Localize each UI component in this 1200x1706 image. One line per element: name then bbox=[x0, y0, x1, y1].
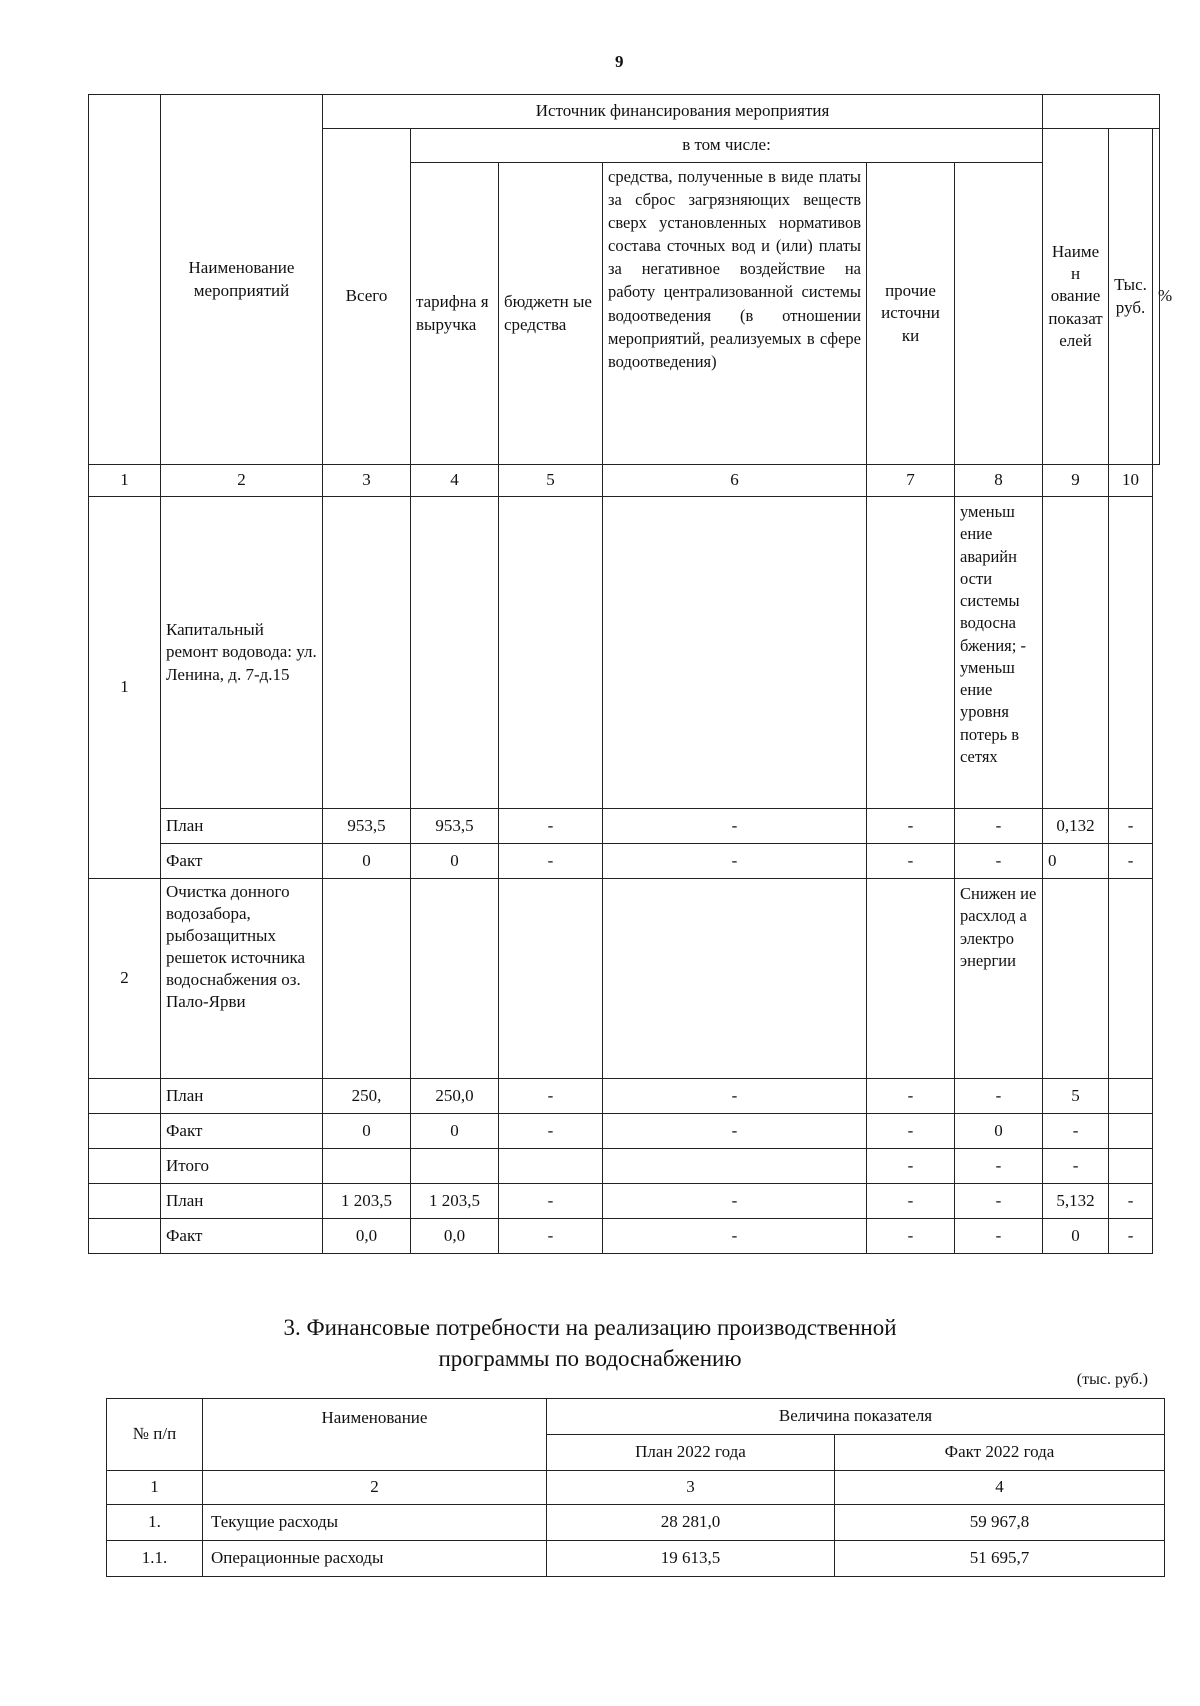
value-other: - bbox=[867, 1149, 955, 1184]
measure-indicator: Снижен ие расхлод а электро энергии bbox=[955, 879, 1043, 1079]
value-percent: - bbox=[1109, 1219, 1153, 1254]
totals-label: Итого bbox=[161, 1149, 323, 1184]
col-number: 9 bbox=[1043, 465, 1109, 497]
value-fees: - bbox=[603, 1079, 867, 1114]
header-budget: бюджетн ые средства bbox=[499, 163, 603, 465]
value-budget: - bbox=[499, 844, 603, 879]
col-number: 4 bbox=[411, 465, 499, 497]
value-budget: - bbox=[499, 1114, 603, 1149]
value-fees: - bbox=[603, 809, 867, 844]
header-including: в том числе: bbox=[411, 129, 1043, 163]
header-name: Наименование bbox=[203, 1399, 547, 1471]
value-fact: 59 967,8 bbox=[835, 1505, 1165, 1541]
value-total: 0 bbox=[323, 844, 411, 879]
col-number: 7 bbox=[867, 465, 955, 497]
empty-cell bbox=[1109, 1149, 1153, 1184]
header-value: Величина показателя bbox=[547, 1399, 1165, 1435]
measure-name: Очистка донного водозабора, рыбозащитных решеток источника водоснабжения оз. Пало-Ярви bbox=[161, 879, 323, 1079]
col-number: 6 bbox=[603, 465, 867, 497]
value-indicator: 0 bbox=[955, 1114, 1043, 1149]
value-percent bbox=[1109, 1079, 1153, 1114]
empty-cell bbox=[1043, 497, 1109, 809]
value-indicator: - bbox=[955, 1079, 1043, 1114]
value-total: 0,0 bbox=[323, 1219, 411, 1254]
value-tariff: 0,0 bbox=[411, 1219, 499, 1254]
row-label: Факт bbox=[161, 1219, 323, 1254]
measure-number: 1 bbox=[89, 497, 161, 879]
col-number: 2 bbox=[161, 465, 323, 497]
col-number: 5 bbox=[499, 465, 603, 497]
row-label: План bbox=[161, 1079, 323, 1114]
col-number: 1 bbox=[89, 465, 161, 497]
header-tariff: тарифна я выручка bbox=[411, 163, 499, 465]
value-other: - bbox=[867, 844, 955, 879]
col-number: 1 bbox=[107, 1471, 203, 1505]
value-thousand-rub: 0 bbox=[1043, 844, 1109, 879]
value-budget: - bbox=[499, 1184, 603, 1219]
value-total: 250, bbox=[323, 1079, 411, 1114]
value-tariff: 0 bbox=[411, 1114, 499, 1149]
empty-cell bbox=[1043, 879, 1109, 1079]
value-indicator: - bbox=[955, 809, 1043, 844]
empty-cell bbox=[1109, 879, 1153, 1079]
empty-cell bbox=[603, 1149, 867, 1184]
header-empty-right bbox=[1043, 95, 1160, 129]
row-label: Факт bbox=[161, 844, 323, 879]
unit-note: (тыс. руб.) bbox=[1076, 1371, 1148, 1388]
col-number: 8 bbox=[955, 465, 1043, 497]
value-tariff: 0 bbox=[411, 844, 499, 879]
header-fact: Факт 2022 года bbox=[835, 1435, 1165, 1471]
empty-cell bbox=[411, 1149, 499, 1184]
value-indicator: - bbox=[955, 1219, 1043, 1254]
value-fees: - bbox=[603, 1114, 867, 1149]
value-total: 1 203,5 bbox=[323, 1184, 411, 1219]
row-number: 1.1. bbox=[107, 1541, 203, 1577]
empty-cell bbox=[603, 497, 867, 809]
value-budget: - bbox=[499, 809, 603, 844]
value-other: - bbox=[867, 809, 955, 844]
empty-cell bbox=[323, 497, 411, 809]
header-measure-name: Наименование мероприятий bbox=[161, 95, 323, 465]
value-total: 0 bbox=[323, 1114, 411, 1149]
header-index-cell bbox=[89, 95, 161, 465]
value-thousand-rub: 5,132 bbox=[1043, 1184, 1109, 1219]
header-plan: План 2022 года bbox=[547, 1435, 835, 1471]
value-thousand-rub: 0,132 bbox=[1043, 809, 1109, 844]
financial-needs-table bbox=[106, 1398, 1165, 1577]
value-thousand-rub: 5 bbox=[1043, 1079, 1109, 1114]
empty-cell bbox=[411, 497, 499, 809]
empty-cell bbox=[867, 879, 955, 1079]
row-name: Операционные расходы bbox=[203, 1541, 547, 1577]
header-number: № п/п bbox=[107, 1399, 203, 1471]
value-fees: - bbox=[603, 1184, 867, 1219]
empty-cell bbox=[89, 1079, 161, 1114]
value-indicator: - bbox=[955, 1149, 1043, 1184]
value-thousand-rub: 0 bbox=[1043, 1219, 1109, 1254]
value-other: - bbox=[867, 1184, 955, 1219]
empty-cell bbox=[89, 1114, 161, 1149]
col-number: 4 bbox=[835, 1471, 1165, 1505]
section-title-line: программы по водоснабжению bbox=[438, 1346, 742, 1372]
empty-cell bbox=[499, 879, 603, 1079]
col-number: 3 bbox=[323, 465, 411, 497]
empty-cell bbox=[89, 1184, 161, 1219]
value-indicator: - bbox=[955, 844, 1043, 879]
value-tariff: 250,0 bbox=[411, 1079, 499, 1114]
value-percent: - bbox=[1109, 844, 1153, 879]
header-other-sources: прочие источни ки bbox=[867, 163, 955, 465]
value-budget: - bbox=[499, 1219, 603, 1254]
empty-cell bbox=[603, 879, 867, 1079]
measure-indicator: уменьш ение аварийн ости системы водосна бжения; - уменьш ение уровня потерь в сетях bbox=[955, 497, 1043, 809]
value-tariff: 1 203,5 bbox=[411, 1184, 499, 1219]
value-percent bbox=[1109, 1114, 1153, 1149]
value-other: - bbox=[867, 1079, 955, 1114]
value-total: 953,5 bbox=[323, 809, 411, 844]
col-number: 10 bbox=[1109, 465, 1153, 497]
row-label: План bbox=[161, 809, 323, 844]
row-label: Факт bbox=[161, 1114, 323, 1149]
measure-number: 2 bbox=[89, 879, 161, 1079]
empty-cell bbox=[499, 497, 603, 809]
col-number: 3 bbox=[547, 1471, 835, 1505]
value-tariff: 953,5 bbox=[411, 809, 499, 844]
col-number: 2 bbox=[203, 1471, 547, 1505]
empty-cell bbox=[499, 1149, 603, 1184]
section-title-line: 3. Финансовые потребности на реализацию производственной bbox=[283, 1315, 897, 1340]
header-total: Всего bbox=[323, 129, 411, 465]
value-indicator: - bbox=[955, 1184, 1043, 1219]
value-percent: - bbox=[1109, 809, 1153, 844]
value-fees: - bbox=[603, 844, 867, 879]
value-budget: - bbox=[499, 1079, 603, 1114]
empty-cell bbox=[89, 1219, 161, 1254]
value-fees: - bbox=[603, 1219, 867, 1254]
value-thousand-rub: - bbox=[1043, 1114, 1109, 1149]
header-pollution-fees: средства, полученные в виде платы за сброс загрязняющих веществ сверх установленных нормативов состава сточных вод и (или) платы за негативное воздействие на работу централизованной системы водоотведения (в отношении мероприятий, реализуемых в сфере водоотведения) bbox=[603, 163, 867, 465]
value-other: - bbox=[867, 1219, 955, 1254]
value-other: - bbox=[867, 1114, 955, 1149]
page-number: 9 bbox=[615, 52, 624, 71]
header-funding-source: Источник финансирования мероприятия bbox=[323, 95, 1043, 129]
empty-cell bbox=[1109, 497, 1153, 809]
row-name: Текущие расходы bbox=[203, 1505, 547, 1541]
measure-name: Капитальный ремонт водовода: ул. Ленина, д. 7-д.15 bbox=[161, 497, 323, 809]
empty-cell bbox=[323, 1149, 411, 1184]
header-percent: % bbox=[1153, 129, 1160, 465]
header-thousand-rub: Тыс. руб. bbox=[1109, 129, 1153, 465]
value-thousand-rub: - bbox=[1043, 1149, 1109, 1184]
empty-cell bbox=[323, 879, 411, 1079]
row-number: 1. bbox=[107, 1505, 203, 1541]
funding-measures-table bbox=[88, 94, 1173, 1254]
value-plan: 19 613,5 bbox=[547, 1541, 835, 1577]
row-label: План bbox=[161, 1184, 323, 1219]
header-indicator-name: Наимен ование показат елей bbox=[1043, 129, 1109, 465]
empty-cell bbox=[89, 1149, 161, 1184]
empty-cell bbox=[411, 879, 499, 1079]
value-percent: - bbox=[1109, 1184, 1153, 1219]
section-title bbox=[250, 1312, 930, 1374]
empty-cell bbox=[867, 497, 955, 809]
value-fact: 51 695,7 bbox=[835, 1541, 1165, 1577]
value-plan: 28 281,0 bbox=[547, 1505, 835, 1541]
